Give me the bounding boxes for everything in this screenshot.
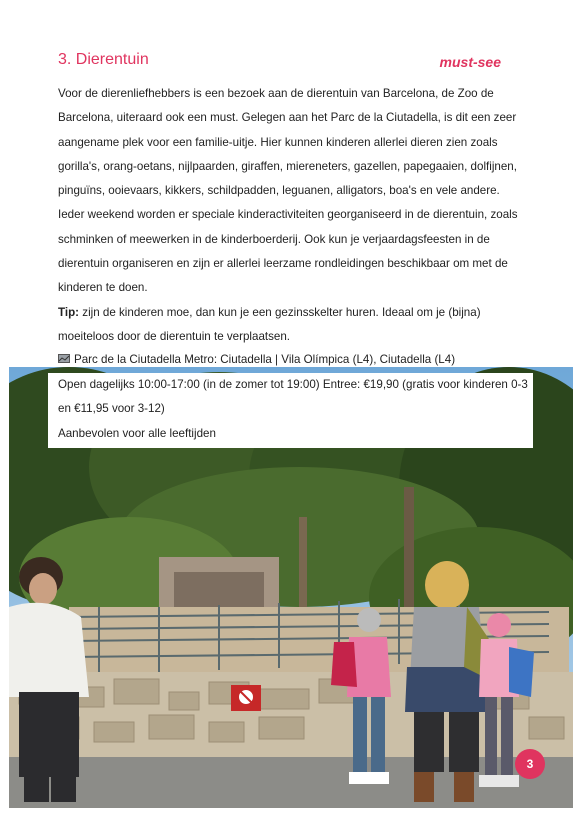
section-heading: 3. Dierentuin: [58, 51, 149, 68]
address-text: Parc de la Ciutadella Metro: Ciutadella | Vila Olímpica (L4), Ciutadella (L4): [74, 353, 456, 366]
tip-paragraph: [58, 301, 528, 350]
info-box: [48, 373, 533, 448]
tip-label: Tip:: [58, 305, 80, 319]
article-body: [58, 82, 528, 349]
must-see-tag: must-see: [439, 54, 501, 70]
no-feeding-sign-icon: [231, 685, 261, 711]
recommended-ages: Aanbevolen voor alle leeftijden: [58, 426, 216, 440]
intro-paragraph: Voor de dierenliefhebbers is een bezoek aan de dierentuin van Barcelona, de Zoo de Barcelona, uiteraard ook een must. Gelegen aan het Parc de la Ciutadella, is dit een zeer aangename plek voor een familie-uitje. Hier kunnen kinderen allerlei dieren zien zoals gorilla's, orang-oetans, nijlpaarden, giraffen, miereneters, gazellen, papegaaien, dolfijnen, pinguïns, ooievaars, kikkers, schildpadden, leguanen, alligators, boa's en vele andere. Ieder weekend worden er speciale kinderactiviteiten georganiseerd in de dierentuin, zoals schminken of meewerken in de kinderboerderij. Ook kun je verjaardagsfeesten in de dierentuin organiseren en zijn er allerlei leerzame rondleidingen beschikbaar om met de kinderen te doen.: [58, 87, 518, 295]
tip-text: zijn de kinderen moe, dan kun je een gezinsskelter huren. Ideaal om je (bijna) moeiteloos door de dierentuin te verplaatsen.: [58, 305, 481, 343]
page-number-badge: 3: [515, 749, 545, 779]
opening-hours: Open dagelijks 10:00-17:00 (in de zomer tot 19:00) Entree: €19,90 (gratis voor kinderen 0-3 en €11,95 voor 3-12): [58, 378, 528, 416]
